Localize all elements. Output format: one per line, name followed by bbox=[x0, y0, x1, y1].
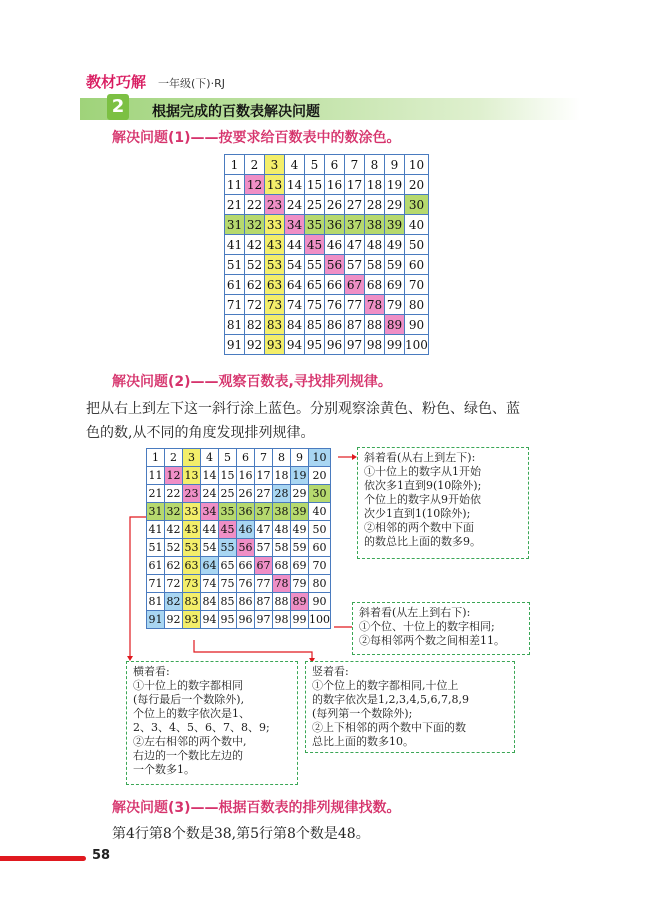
note-line: 竖着看: bbox=[312, 665, 349, 678]
chart-cell: 98 bbox=[365, 335, 385, 355]
chart-cell: 82 bbox=[165, 593, 183, 611]
chart-cell: 53 bbox=[183, 539, 201, 557]
connector-row bbox=[130, 517, 146, 658]
chart-cell: 70 bbox=[405, 275, 429, 295]
chart-cell: 81 bbox=[225, 315, 245, 335]
chart-cell: 19 bbox=[291, 467, 309, 485]
chart-cell: 20 bbox=[309, 467, 331, 485]
chart-cell: 79 bbox=[291, 575, 309, 593]
chart-cell: 88 bbox=[365, 315, 385, 335]
chart-cell: 32 bbox=[245, 215, 265, 235]
chart-cell: 65 bbox=[219, 557, 237, 575]
chart-cell: 54 bbox=[201, 539, 219, 557]
chart-cell: 47 bbox=[345, 235, 365, 255]
chart-cell: 80 bbox=[309, 575, 331, 593]
chart-cell: 11 bbox=[225, 175, 245, 195]
chart-cell: 69 bbox=[291, 557, 309, 575]
chart-cell: 63 bbox=[265, 275, 285, 295]
chart-cell: 91 bbox=[225, 335, 245, 355]
chart-cell: 6 bbox=[325, 155, 345, 175]
chart-cell: 20 bbox=[405, 175, 429, 195]
note-line: 个位上的数字依次是1、 bbox=[133, 707, 250, 720]
chart-cell: 13 bbox=[183, 467, 201, 485]
chart-cell: 5 bbox=[219, 449, 237, 467]
chart-cell: 30 bbox=[309, 485, 331, 503]
chart-cell: 27 bbox=[255, 485, 273, 503]
chart-cell: 4 bbox=[285, 155, 305, 175]
note-row bbox=[126, 661, 298, 785]
note-diagonal-left-to-right bbox=[352, 602, 530, 655]
chart-cell: 68 bbox=[273, 557, 291, 575]
q1-heading: 解决问题(1)——按要求给百数表中的数涂色。 bbox=[112, 130, 401, 146]
chart-cell: 75 bbox=[305, 295, 325, 315]
chart-cell: 15 bbox=[219, 467, 237, 485]
chart-cell: 70 bbox=[309, 557, 331, 575]
chart-cell: 93 bbox=[265, 335, 285, 355]
chart-cell: 96 bbox=[237, 611, 255, 629]
chart-cell: 76 bbox=[237, 575, 255, 593]
chart-cell: 8 bbox=[273, 449, 291, 467]
page-number: 58 bbox=[92, 848, 111, 863]
chart-cell: 49 bbox=[385, 235, 405, 255]
chart-cell: 61 bbox=[225, 275, 245, 295]
chart-cell: 23 bbox=[265, 195, 285, 215]
chart-cell: 16 bbox=[325, 175, 345, 195]
chart-cell: 71 bbox=[225, 295, 245, 315]
topic-title: 根据完成的百数表解决问题 bbox=[152, 104, 320, 120]
chart-cell: 22 bbox=[165, 485, 183, 503]
chart-cell: 40 bbox=[405, 215, 429, 235]
chart-cell: 26 bbox=[237, 485, 255, 503]
chart-cell: 55 bbox=[305, 255, 325, 275]
chart-cell: 51 bbox=[147, 539, 165, 557]
note-column bbox=[305, 661, 515, 753]
chart-cell: 71 bbox=[147, 575, 165, 593]
chart-cell: 84 bbox=[201, 593, 219, 611]
chart-cell: 1 bbox=[225, 155, 245, 175]
chart-cell: 93 bbox=[183, 611, 201, 629]
chart-cell: 44 bbox=[285, 235, 305, 255]
chart-cell: 77 bbox=[255, 575, 273, 593]
chart-cell: 10 bbox=[309, 449, 331, 467]
chart-cell: 84 bbox=[285, 315, 305, 335]
chart-cell: 66 bbox=[237, 557, 255, 575]
chart-cell: 96 bbox=[325, 335, 345, 355]
chart-cell: 32 bbox=[165, 503, 183, 521]
chart-cell: 21 bbox=[225, 195, 245, 215]
chart-cell: 97 bbox=[345, 335, 365, 355]
chart-cell: 79 bbox=[385, 295, 405, 315]
note-line: ②上下相邻的两个数中下面的数 bbox=[312, 721, 466, 734]
chart-cell: 28 bbox=[273, 485, 291, 503]
chart-cell: 61 bbox=[147, 557, 165, 575]
chart-cell: 26 bbox=[325, 195, 345, 215]
chart-cell: 69 bbox=[385, 275, 405, 295]
q2-heading: 解决问题(2)——观察百数表,寻找排列规律。 bbox=[112, 374, 392, 390]
q3-answer: 第4行第8个数是38,第5行第8个数是48。 bbox=[112, 826, 370, 842]
chart-cell: 99 bbox=[385, 335, 405, 355]
note-line: ②每相邻两个数之间相差11。 bbox=[359, 634, 505, 647]
header-brand: 教材巧解 bbox=[86, 73, 147, 91]
chart-cell: 7 bbox=[345, 155, 365, 175]
q2-instruction-line1: 把从右上到左下这一斜行涂上蓝色。分别观察涂黄色、粉色、绿色、蓝 bbox=[86, 401, 520, 417]
chart-cell: 90 bbox=[309, 593, 331, 611]
chart-cell: 86 bbox=[237, 593, 255, 611]
chart-cell: 82 bbox=[245, 315, 265, 335]
note-line: 一个数多1。 bbox=[133, 763, 195, 776]
chart-cell: 97 bbox=[255, 611, 273, 629]
chart-cell: 15 bbox=[305, 175, 325, 195]
chart-cell: 88 bbox=[273, 593, 291, 611]
chart-cell: 66 bbox=[325, 275, 345, 295]
chart-cell: 34 bbox=[285, 215, 305, 235]
chart-cell: 41 bbox=[225, 235, 245, 255]
chart-cell: 58 bbox=[273, 539, 291, 557]
chart-cell: 59 bbox=[385, 255, 405, 275]
chart-cell: 95 bbox=[219, 611, 237, 629]
chart-cell: 94 bbox=[201, 611, 219, 629]
note-line: 依次多1直到9(10除外); bbox=[364, 479, 482, 492]
chart-cell: 28 bbox=[365, 195, 385, 215]
chart-cell: 91 bbox=[147, 611, 165, 629]
note-line: 右边的一个数比左边的 bbox=[133, 749, 243, 762]
note-line: 斜着看(从左上到右下): bbox=[359, 606, 471, 619]
chart-cell: 51 bbox=[225, 255, 245, 275]
chart-cell: 78 bbox=[273, 575, 291, 593]
chart-cell: 41 bbox=[147, 521, 165, 539]
chart-cell: 14 bbox=[201, 467, 219, 485]
chart-cell: 11 bbox=[147, 467, 165, 485]
chart-cell: 100 bbox=[405, 335, 429, 355]
note-line: 的数总比上面的数多9。 bbox=[364, 535, 481, 548]
chart-cell: 50 bbox=[309, 521, 331, 539]
note-line: ②相邻的两个数中下面 bbox=[364, 521, 474, 534]
note-line: 个位上的数字从9开始依 bbox=[364, 493, 481, 506]
chart-cell: 58 bbox=[365, 255, 385, 275]
chart-cell: 8 bbox=[365, 155, 385, 175]
chart-cell: 45 bbox=[219, 521, 237, 539]
chart-cell: 37 bbox=[345, 215, 365, 235]
chart-cell: 73 bbox=[265, 295, 285, 315]
chart-cell: 6 bbox=[237, 449, 255, 467]
chart-cell: 52 bbox=[165, 539, 183, 557]
chart-cell: 57 bbox=[255, 539, 273, 557]
chart-cell: 73 bbox=[183, 575, 201, 593]
chart-cell: 63 bbox=[183, 557, 201, 575]
chart-cell: 49 bbox=[291, 521, 309, 539]
chart-cell: 3 bbox=[265, 155, 285, 175]
chart-cell: 33 bbox=[183, 503, 201, 521]
note-line: 次少1直到1(10除外); bbox=[364, 507, 471, 520]
chart-cell: 29 bbox=[291, 485, 309, 503]
chart-cell: 25 bbox=[219, 485, 237, 503]
chart-cell: 80 bbox=[405, 295, 429, 315]
chart-cell: 4 bbox=[201, 449, 219, 467]
chart-cell: 37 bbox=[255, 503, 273, 521]
chart-cell: 42 bbox=[165, 521, 183, 539]
chart-cell: 64 bbox=[201, 557, 219, 575]
chart-cell: 17 bbox=[345, 175, 365, 195]
chart-cell: 94 bbox=[285, 335, 305, 355]
chart-cell: 76 bbox=[325, 295, 345, 315]
footer-accent-bar bbox=[0, 856, 86, 861]
chart-cell: 53 bbox=[265, 255, 285, 275]
chart-cell: 22 bbox=[245, 195, 265, 215]
chart-cell: 2 bbox=[165, 449, 183, 467]
chart-cell: 25 bbox=[305, 195, 325, 215]
chart-cell: 5 bbox=[305, 155, 325, 175]
chart-cell: 92 bbox=[245, 335, 265, 355]
header-grade: 一年级(下)·RJ bbox=[158, 77, 225, 90]
chart-cell: 83 bbox=[183, 593, 201, 611]
chart-cell: 64 bbox=[285, 275, 305, 295]
chart-cell: 33 bbox=[265, 215, 285, 235]
note-line: ①十位上的数字都相同 bbox=[133, 679, 243, 692]
chart-cell: 35 bbox=[305, 215, 325, 235]
chart-cell: 31 bbox=[225, 215, 245, 235]
chart-cell: 98 bbox=[273, 611, 291, 629]
chart-cell: 46 bbox=[237, 521, 255, 539]
chart-cell: 27 bbox=[345, 195, 365, 215]
chart-cell: 24 bbox=[201, 485, 219, 503]
chart-cell: 72 bbox=[165, 575, 183, 593]
chart-cell: 40 bbox=[309, 503, 331, 521]
chart-cell: 52 bbox=[245, 255, 265, 275]
note-diagonal-right-to-left bbox=[357, 447, 529, 559]
chart-cell: 36 bbox=[325, 215, 345, 235]
note-line: 总比上面的数多10。 bbox=[312, 735, 414, 748]
chart-cell: 65 bbox=[305, 275, 325, 295]
chart-cell: 14 bbox=[285, 175, 305, 195]
chart-cell: 59 bbox=[291, 539, 309, 557]
chart-cell: 87 bbox=[345, 315, 365, 335]
chart-cell: 68 bbox=[365, 275, 385, 295]
connector-column bbox=[194, 640, 312, 660]
chart-cell: 60 bbox=[309, 539, 331, 557]
chart-cell: 39 bbox=[291, 503, 309, 521]
q2-instruction-line2: 色的数,从不同的角度发现排列规律。 bbox=[86, 425, 315, 441]
chart-cell: 87 bbox=[255, 593, 273, 611]
chart-cell: 46 bbox=[325, 235, 345, 255]
chart-cell: 16 bbox=[237, 467, 255, 485]
chart-cell: 85 bbox=[219, 593, 237, 611]
chart-cell: 83 bbox=[265, 315, 285, 335]
chart-cell: 78 bbox=[365, 295, 385, 315]
chart-cell: 38 bbox=[365, 215, 385, 235]
chart-cell: 3 bbox=[183, 449, 201, 467]
chart-cell: 18 bbox=[365, 175, 385, 195]
chart-cell: 85 bbox=[305, 315, 325, 335]
chart-cell: 12 bbox=[245, 175, 265, 195]
chart-cell: 89 bbox=[385, 315, 405, 335]
chart-cell: 39 bbox=[385, 215, 405, 235]
chart-cell: 43 bbox=[265, 235, 285, 255]
chart-cell: 17 bbox=[255, 467, 273, 485]
chart-cell: 29 bbox=[385, 195, 405, 215]
note-line: ①个位上的数字都相同,十位上 bbox=[312, 679, 459, 692]
chart-cell: 81 bbox=[147, 593, 165, 611]
note-line: 横着看: bbox=[133, 665, 170, 678]
chart-cell: 36 bbox=[237, 503, 255, 521]
q3-heading: 解决问题(3)——根据百数表的排列规律找数。 bbox=[112, 800, 401, 816]
chart-cell: 62 bbox=[165, 557, 183, 575]
chart-cell: 19 bbox=[385, 175, 405, 195]
chart-cell: 56 bbox=[325, 255, 345, 275]
chart-cell: 90 bbox=[405, 315, 429, 335]
chart-cell: 100 bbox=[309, 611, 331, 629]
note-line: (每行最后一个数除外), bbox=[133, 693, 245, 706]
chart-cell: 95 bbox=[305, 335, 325, 355]
chart-cell: 38 bbox=[273, 503, 291, 521]
chart-cell: 99 bbox=[291, 611, 309, 629]
chart-cell: 48 bbox=[273, 521, 291, 539]
chart-cell: 21 bbox=[147, 485, 165, 503]
chart-cell: 35 bbox=[219, 503, 237, 521]
chart-cell: 62 bbox=[245, 275, 265, 295]
chart-cell: 77 bbox=[345, 295, 365, 315]
topic-number-badge: 2 bbox=[107, 94, 129, 120]
chart-cell: 45 bbox=[305, 235, 325, 255]
chart-cell: 55 bbox=[219, 539, 237, 557]
note-line: ①十位上的数字从1开始 bbox=[364, 465, 481, 478]
chart-cell: 50 bbox=[405, 235, 429, 255]
note-line: (每列第一个数除外); bbox=[312, 707, 413, 720]
chart-cell: 47 bbox=[255, 521, 273, 539]
chart-cell: 75 bbox=[219, 575, 237, 593]
note-line: 2、3、4、5、6、7、8、9; bbox=[133, 721, 270, 734]
chart-cell: 18 bbox=[273, 467, 291, 485]
chart-cell: 74 bbox=[201, 575, 219, 593]
chart-cell: 30 bbox=[405, 195, 429, 215]
note-line: 的数字依次是1,2,3,4,5,6,7,8,9 bbox=[312, 693, 469, 706]
note-line: 斜着看(从右上到左下): bbox=[364, 451, 476, 464]
chart-cell: 12 bbox=[165, 467, 183, 485]
chart-cell: 44 bbox=[201, 521, 219, 539]
chart-cell: 56 bbox=[237, 539, 255, 557]
chart-cell: 74 bbox=[285, 295, 305, 315]
chart-cell: 7 bbox=[255, 449, 273, 467]
note-line: ①个位、十位上的数字相同; bbox=[359, 620, 495, 633]
chart-cell: 67 bbox=[255, 557, 273, 575]
chart-cell: 2 bbox=[245, 155, 265, 175]
chart-cell: 9 bbox=[291, 449, 309, 467]
chart-cell: 34 bbox=[201, 503, 219, 521]
chart-cell: 54 bbox=[285, 255, 305, 275]
chart-cell: 9 bbox=[385, 155, 405, 175]
chart-cell: 67 bbox=[345, 275, 365, 295]
chart-cell: 43 bbox=[183, 521, 201, 539]
chart-cell: 86 bbox=[325, 315, 345, 335]
chart-cell: 1 bbox=[147, 449, 165, 467]
chart-cell: 72 bbox=[245, 295, 265, 315]
chart-cell: 60 bbox=[405, 255, 429, 275]
chart-cell: 13 bbox=[265, 175, 285, 195]
chart-cell: 24 bbox=[285, 195, 305, 215]
chart-cell: 92 bbox=[165, 611, 183, 629]
chart-cell: 10 bbox=[405, 155, 429, 175]
note-line: ②左右相邻的两个数中, bbox=[133, 735, 247, 748]
chart-cell: 31 bbox=[147, 503, 165, 521]
chart-cell: 89 bbox=[291, 593, 309, 611]
chart-cell: 57 bbox=[345, 255, 365, 275]
chart-cell: 42 bbox=[245, 235, 265, 255]
chart-cell: 48 bbox=[365, 235, 385, 255]
chart-cell: 23 bbox=[183, 485, 201, 503]
